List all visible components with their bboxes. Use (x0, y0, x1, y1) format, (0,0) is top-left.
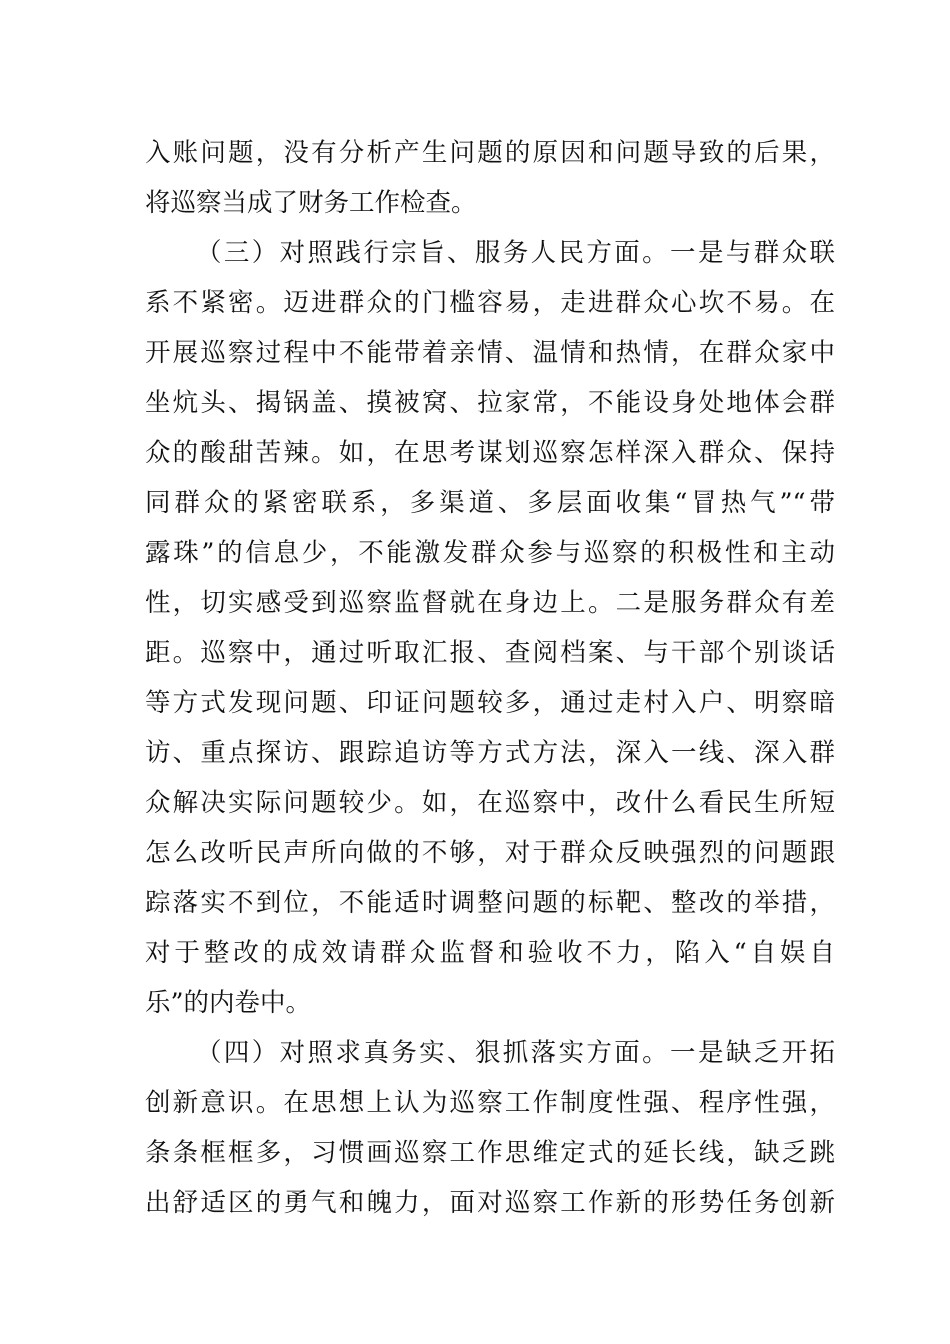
text-line: 访、重点探访、跟踪追访等方式方法，深入一线、深入群 (145, 738, 835, 768)
text-line: 性，切实感受到巡察监督就在身边上。二是服务群众有差 (145, 588, 835, 618)
text-line: 对于整改的成效请群众监督和验收不力，陷入“自娱自 (145, 938, 835, 968)
text-line: 坐炕头、揭锅盖、摸被窝、拉家常，不能设身处地体会群 (145, 388, 835, 418)
paragraph-3 (145, 1028, 835, 1228)
text-line: 开展巡察过程中不能带着亲情、温情和热情，在群众家中 (145, 338, 835, 368)
text-line: 露珠”的信息少，不能激发群众参与巡察的积极性和主动 (145, 538, 835, 568)
text-line: 条条框框多，习惯画巡察工作思维定式的延长线，缺乏跳 (145, 1138, 835, 1168)
document-body (145, 128, 835, 1228)
text-line: 创新意识。在思想上认为巡察工作制度性强、程序性强， (145, 1088, 835, 1118)
text-line: 众的酸甜苦辣。如，在思考谋划巡察怎样深入群众、保持 (145, 438, 835, 468)
text-line: 踪落实不到位，不能适时调整问题的标靶、整改的举措， (145, 888, 835, 918)
text-line: 同群众的紧密联系，多渠道、多层面收集“冒热气”“带 (145, 488, 835, 518)
text-line: 系不紧密。迈进群众的门槛容易，走进群众心坎不易。在 (145, 288, 835, 318)
text-line: 怎么改听民声所向做的不够，对于群众反映强烈的问题跟 (145, 838, 835, 868)
text-line: （四）对照求真务实、狠抓落实方面。一是缺乏开拓 (196, 1038, 835, 1068)
text-line: 出舒适区的勇气和魄力，面对巡察工作新的形势任务创新 (145, 1188, 835, 1218)
text-line: 等方式发现问题、印证问题较多，通过走村入户、明察暗 (145, 688, 835, 718)
text-line: （三）对照践行宗旨、服务人民方面。一是与群众联 (196, 238, 835, 268)
text-line: 众解决实际问题较少。如，在巡察中，改什么看民生所短 (145, 788, 835, 818)
paragraph-1 (145, 128, 835, 228)
paragraph-2 (145, 228, 835, 1028)
text-line: 入账问题，没有分析产生问题的原因和问题导致的后果， (145, 138, 835, 168)
text-line: 距。巡察中，通过听取汇报、查阅档案、与干部个别谈话 (145, 638, 835, 668)
text-line: 乐”的内卷中。 (145, 988, 312, 1018)
text-line: 将巡察当成了财务工作检查。 (145, 188, 477, 218)
